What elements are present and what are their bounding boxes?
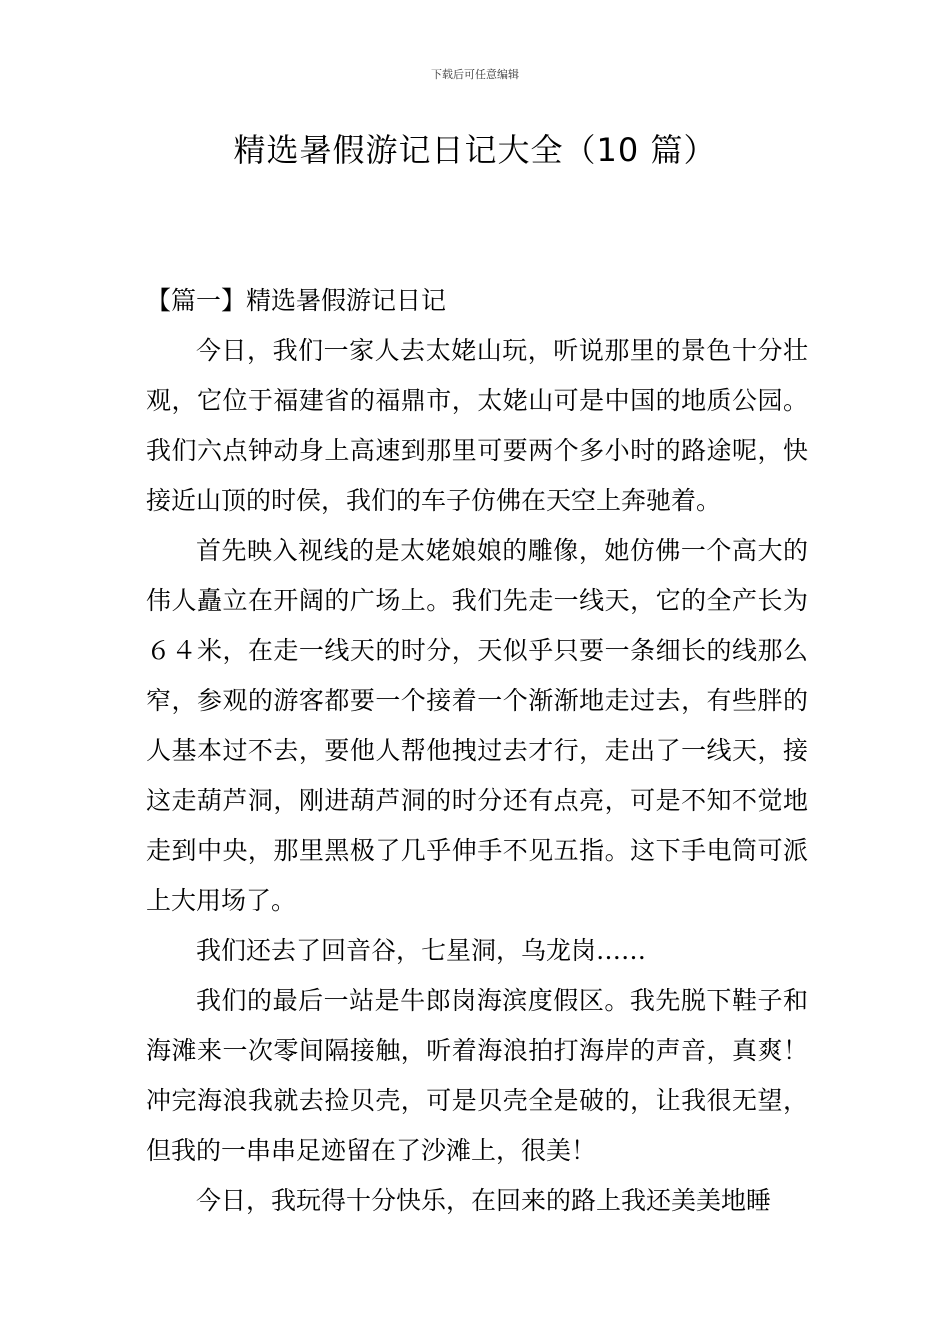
paragraph-2: 首先映入视线的是太姥娘娘的雕像，她仿佛一个高大的伟人矗立在开阔的广场上。我们先走一线天，它的全产长为６４米，在走一线天的时分，天似乎只要一条细长的线那么窄，参观的游客都要一个接着一个渐渐地走过去，有些胖的人基本过不去，要他人帮他拽过去才行，走出了一线天，接这走葫芦洞，刚进葫芦洞的时分还有点亮，可是不知不觉地走到中央，那里黑极了几乎伸手不见五指。这下手电筒可派上大用场了。 — [146, 536, 808, 915]
document-body — [146, 276, 808, 1226]
document-title: 精选暑假游记日记大全（10 篇） — [233, 131, 717, 169]
header-note: 下载后可任意编辑 — [431, 68, 519, 81]
paragraph-1: 今日，我们一家人去太姥山玩，听说那里的景色十分壮观，它位于福建省的福鼎市，太姥山可是中国的地质公园。我们六点钟动身上高速到那里可要两个多小时的路途呢，快接近山顶的时侯，我们的车子仿佛在天空上奔驰着。 — [146, 336, 808, 515]
paragraph-3: 我们还去了回音谷，七星洞，乌龙岗…… — [196, 936, 647, 965]
section-heading: 【篇一】精选暑假游记日记 — [146, 286, 447, 315]
paragraph-5: 今日，我玩得十分快乐，在回来的路上我还美美地睡 — [196, 1186, 772, 1215]
paragraph-4: 我们的最后一站是牛郎岗海滨度假区。我先脱下鞋子和海滩来一次零间隔接触，听着海浪拍打海岸的声音，真爽！冲完海浪我就去捡贝壳，可是贝壳全是破的，让我很无望，但我的一串串足迹留在了沙滩上，很美！ — [146, 986, 808, 1165]
